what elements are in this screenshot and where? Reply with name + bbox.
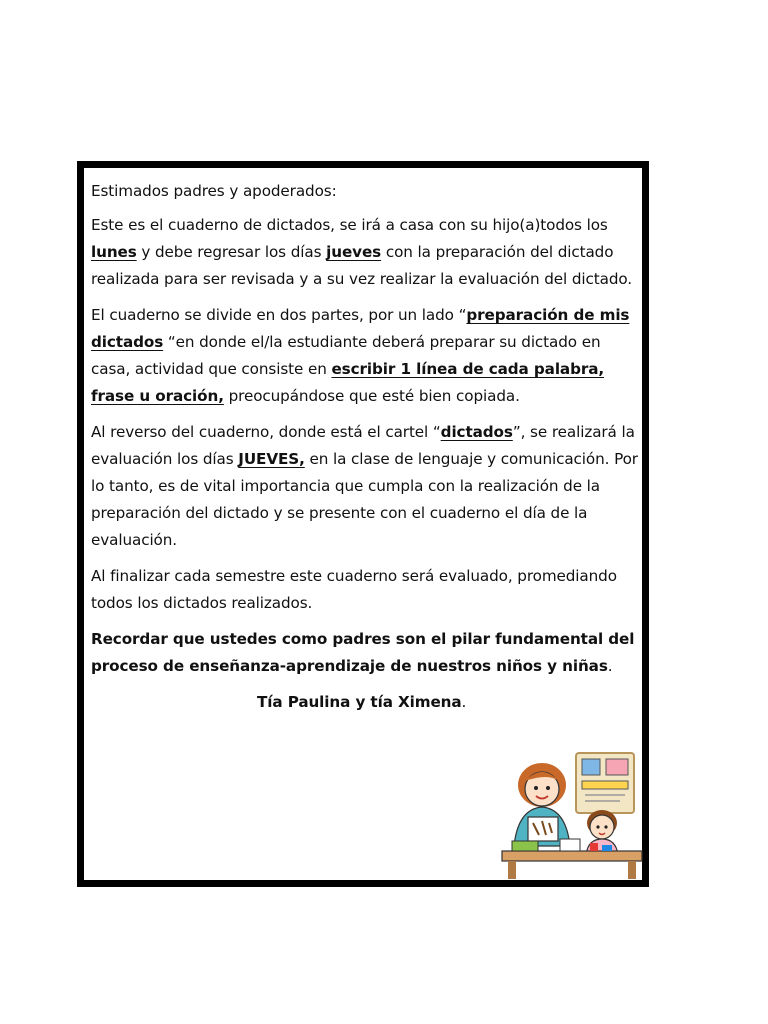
text: en la clase de lenguaje y comunicación. Por lo tanto, es de vital importancia que cumpla con la realización de la preparación del dictado y se presente con el cuaderno el día de la evaluación. — [91, 450, 638, 549]
day-jueves: jueves — [326, 243, 382, 261]
paragraph-schedule — [91, 212, 641, 293]
text: . — [607, 657, 613, 675]
text: preocupándose que esté bien copiada. — [223, 387, 520, 405]
task-instruction: escribir 1 línea de cada palabra, frase u oración, — [91, 360, 605, 405]
text: Este es el cuaderno de dictados, se irá a casa con su hijo(a)todos los — [91, 216, 608, 234]
day-jueves-upper: JUEVES, — [238, 450, 305, 468]
paragraph-structure — [91, 302, 641, 410]
teacher-child-illustration-icon — [498, 751, 646, 881]
text: El cuaderno se divide en dos partes, por un lado “ — [91, 306, 467, 324]
reminder-text: Recordar que ustedes como padres son el pilar fundamental del proceso de enseñanza-aprendizaje de nuestros niños y niñas — [91, 630, 635, 675]
letter-frame — [77, 161, 649, 887]
text: . — [461, 693, 467, 711]
label-dictados: dictados — [440, 423, 513, 441]
paragraph-semester: Al finalizar cada semestre este cuaderno será evaluado, promediando todos los dictados realizados. — [91, 567, 617, 612]
paragraph-evaluation — [91, 419, 641, 554]
letter-body — [91, 178, 641, 725]
text: con la preparación del dictado realizada para ser revisada y a su vez realizar la evaluación del dictado. — [91, 243, 633, 288]
signature-text: Tía Paulina y tía Ximena — [257, 693, 462, 711]
paragraph-reminder — [91, 626, 641, 680]
text: “en donde el/la estudiante deberá preparar su dictado en casa, actividad que consiste en — [91, 333, 601, 378]
text: ”, se realizará la evaluación los días — [91, 423, 635, 468]
text: Al reverso del cuaderno, donde está el cartel “ — [91, 423, 441, 441]
section-preparacion: preparación de mis dictados — [91, 306, 630, 351]
day-lunes: lunes — [91, 243, 137, 261]
text: y debe regresar los días — [136, 243, 327, 261]
greeting: Estimados padres y apoderados: — [91, 182, 337, 200]
signature — [91, 689, 641, 716]
